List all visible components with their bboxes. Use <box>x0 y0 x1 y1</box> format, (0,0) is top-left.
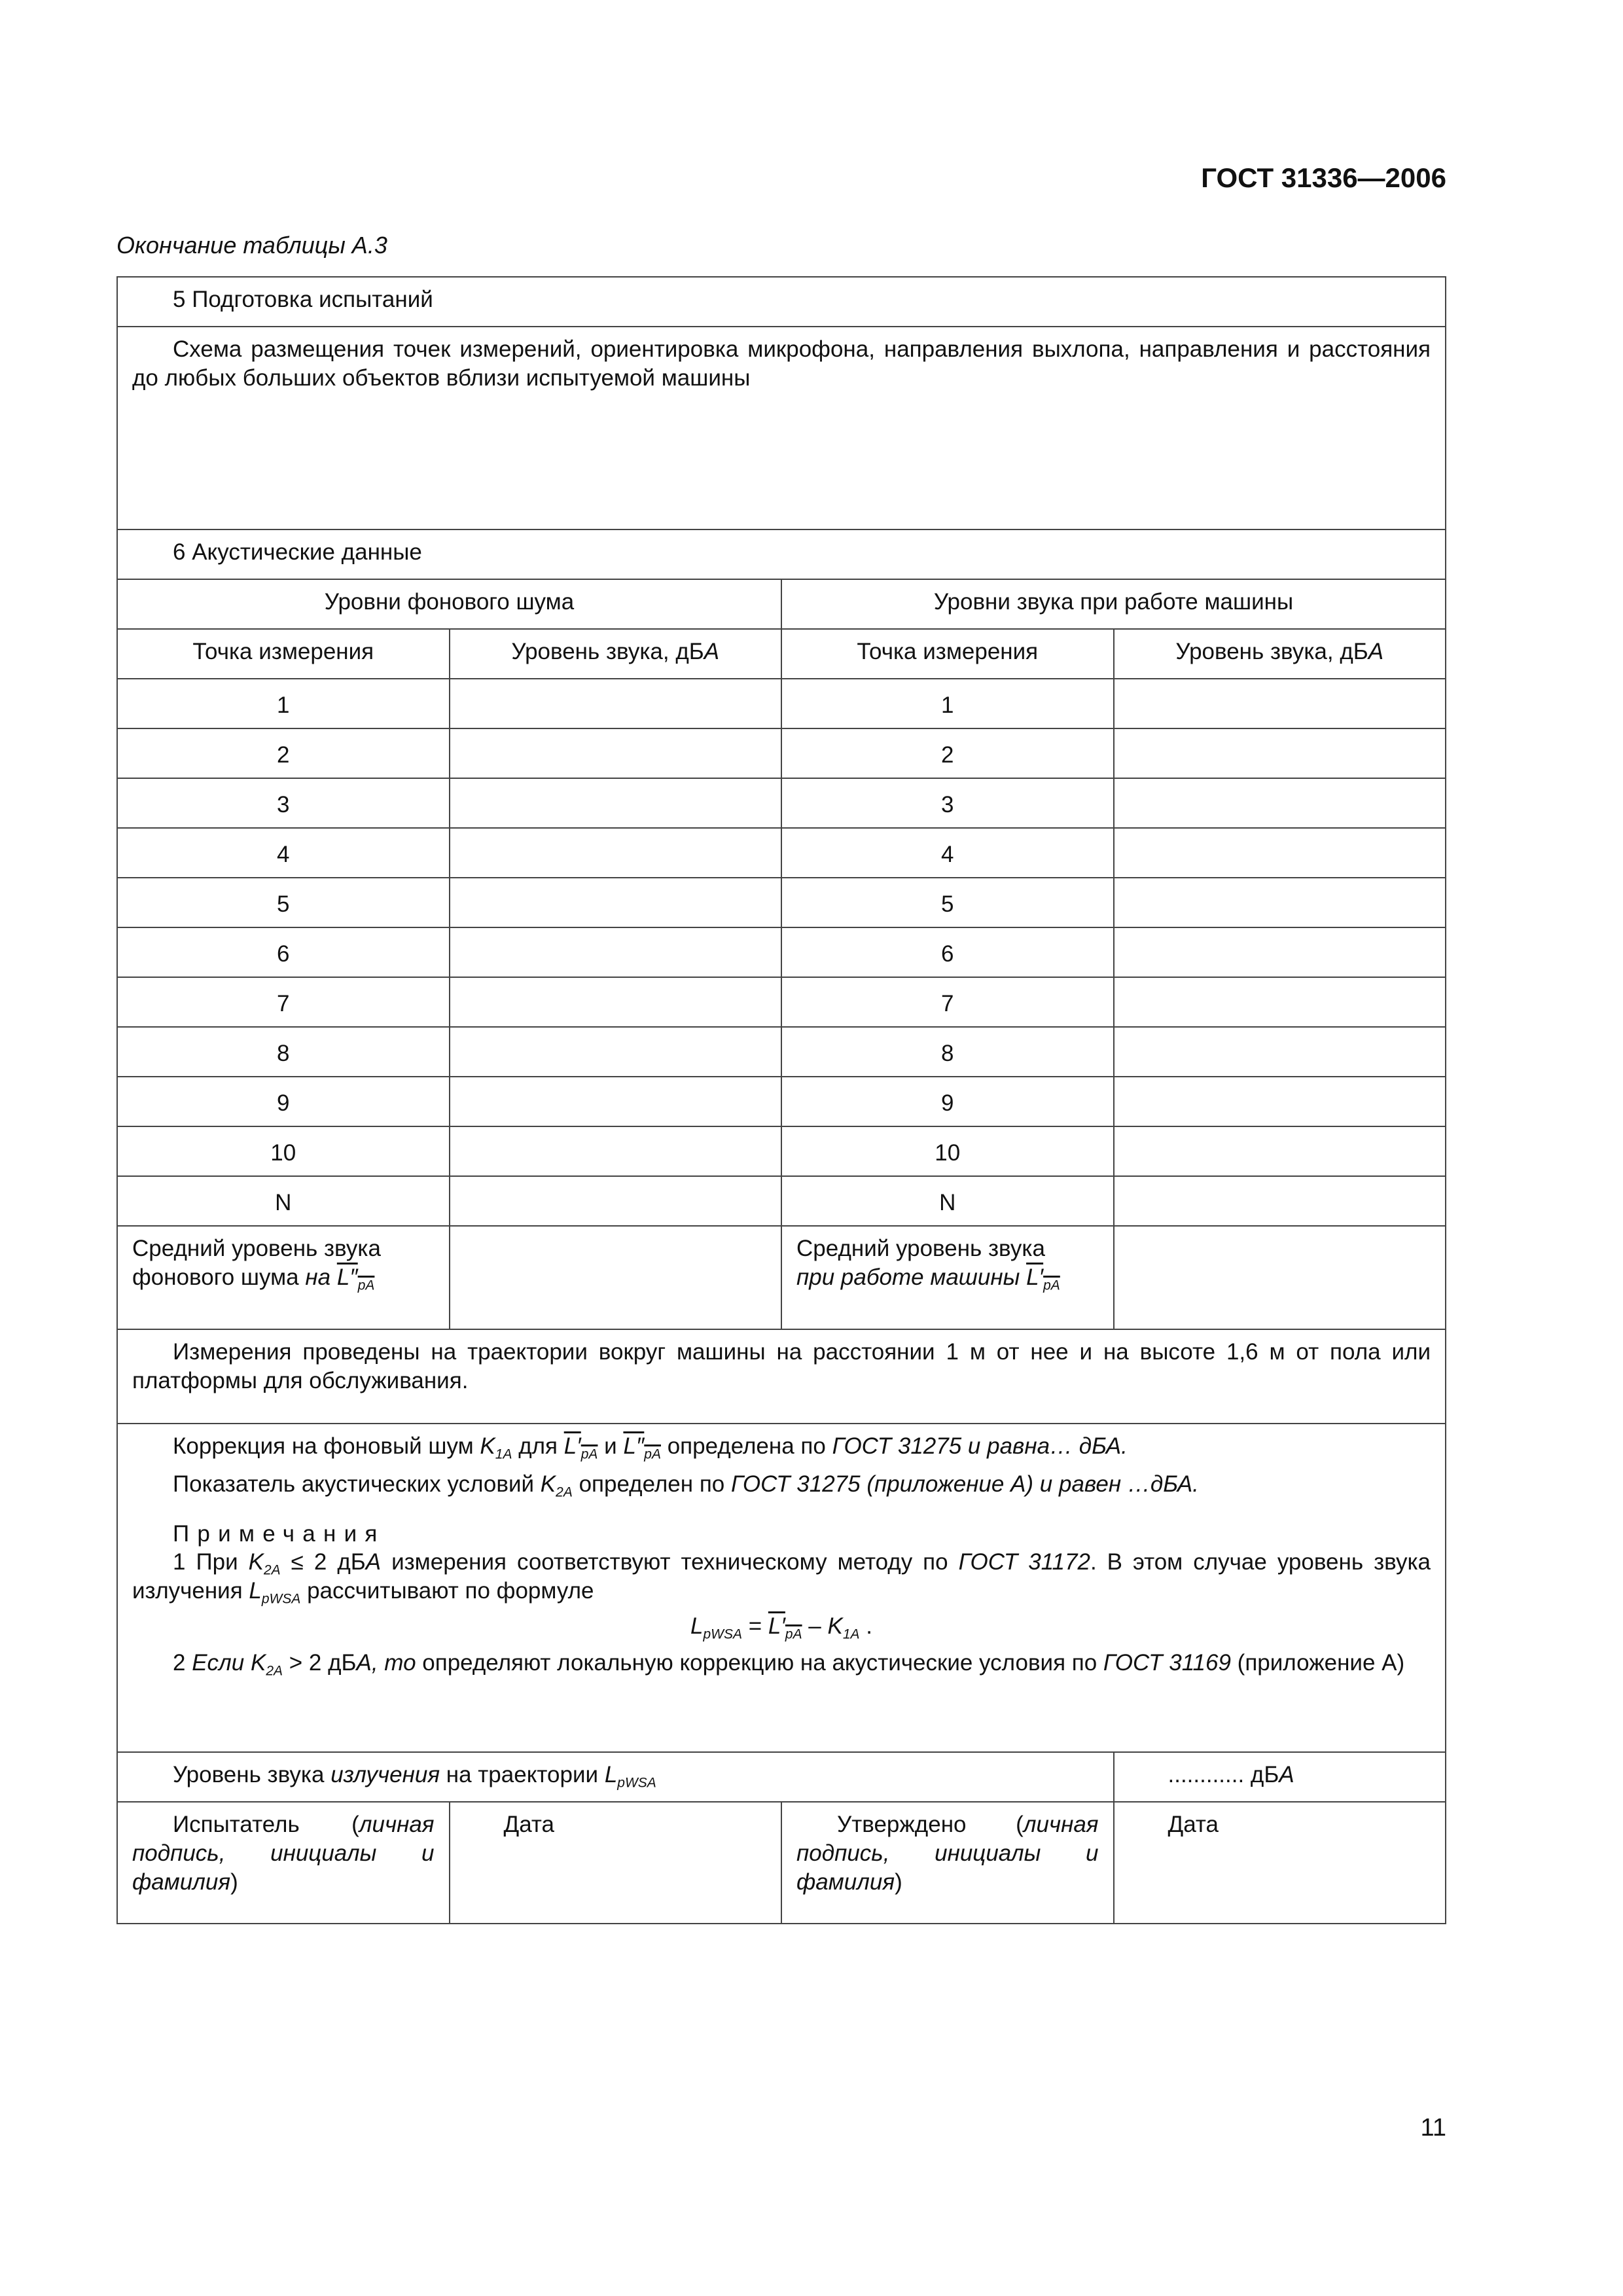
level-left-cell <box>450 679 782 728</box>
lpa-double-prime-symbol: $L''_{pA}$ <box>623 1433 661 1462</box>
point-left: 9 <box>117 1077 450 1126</box>
note-2 <box>132 1649 1431 1677</box>
avg-machine-value <box>1114 1226 1446 1329</box>
tester-3: ) <box>230 1869 238 1895</box>
point-left: 1 <box>117 679 450 728</box>
measurement-row <box>117 878 1446 927</box>
note-1 <box>132 1548 1431 1605</box>
n1-cond: ≤ 2 дБ <box>280 1549 366 1575</box>
approved-date: Дата <box>1114 1802 1446 1924</box>
machine-noise-header: Уровни звука при работе машины <box>781 579 1446 629</box>
corr-pre: Коррекция на фоновый шум <box>173 1433 480 1459</box>
measurement-rows <box>117 679 1446 1226</box>
level-left-cell <box>450 1077 782 1126</box>
point-right: 4 <box>781 828 1114 878</box>
level-left-cell <box>450 927 782 977</box>
measurement-row <box>117 977 1446 1027</box>
measurement-row <box>117 1176 1446 1226</box>
measurement-row <box>117 1077 1446 1126</box>
col-level-text: Уровень звука, дБ <box>511 639 704 664</box>
point-left: 6 <box>117 927 450 977</box>
avg-mach-text2: при работе машины <box>796 1264 1020 1290</box>
avg-bg-text1: Средний уровень звука <box>132 1236 381 1261</box>
k2a-symbol: $K_{2A}$ <box>248 1549 281 1578</box>
section6-title: 6 Акустические данные <box>117 529 1446 579</box>
point-right: N <box>781 1176 1114 1226</box>
tester-2: личная подпись, инициалы и фамилия <box>132 1812 435 1895</box>
point-left: N <box>117 1176 450 1226</box>
avg-machine-label <box>781 1226 1114 1329</box>
page-number: 11 <box>1420 2114 1446 2142</box>
point-right: 3 <box>781 778 1114 828</box>
avg-bg-na: на <box>305 1264 331 1290</box>
tester-signature <box>117 1802 450 1924</box>
n1-text: измерения соответствуют техническому методу по <box>381 1549 959 1575</box>
lpa-prime-symbol: $L'_{pA}$ <box>1026 1264 1060 1293</box>
avg-mach-text1: Средний уровень звука <box>796 1236 1045 1261</box>
measurement-row <box>117 778 1446 828</box>
lpwsa-symbol: $L_{pWSA}$ <box>249 1578 301 1607</box>
approved-1: Утверждено ( <box>837 1812 1024 1837</box>
measurement-row <box>117 828 1446 878</box>
n1-pre: 1 При <box>173 1549 249 1575</box>
point-left: 8 <box>117 1027 450 1077</box>
level-left-cell <box>450 1027 782 1077</box>
corrections-notes-cell <box>117 1424 1446 1752</box>
section5-body-row <box>117 327 1446 529</box>
point-right: 8 <box>781 1027 1114 1077</box>
level-right-cell <box>1114 878 1446 927</box>
level-left-cell <box>450 728 782 778</box>
measurement-row <box>117 927 1446 977</box>
point-right: 5 <box>781 878 1114 927</box>
col-level-right <box>1114 629 1446 679</box>
test-report-table <box>116 276 1446 1924</box>
index-ref: ГОСТ 31275 (приложение А) и равен …дБА. <box>730 1471 1199 1497</box>
level-right-cell <box>1114 1126 1446 1176</box>
level-left-cell <box>450 977 782 1027</box>
point-left: 10 <box>117 1126 450 1176</box>
em-l1: Уровень звука <box>173 1762 331 1787</box>
level-left-cell <box>450 1126 782 1176</box>
level-right-cell <box>1114 778 1446 828</box>
n2-text: определяют локальную коррекцию на акустические условия по <box>416 1649 1103 1676</box>
measurement-row <box>117 1126 1446 1176</box>
col-level-left <box>450 629 782 679</box>
em-value: ............ дБ <box>1168 1762 1279 1787</box>
point-right: 9 <box>781 1077 1114 1126</box>
avg-background-label <box>117 1226 450 1329</box>
em-l3: на траектории <box>440 1762 605 1787</box>
correction-line: Коррекция на фоновый шум $K_{1A}$ для $L'_{pA}$ и $L''_{pA}$ определена по ГОСТ 31275 и равна… дБА. <box>173 1433 1128 1462</box>
level-left-cell <box>450 828 782 878</box>
section5-text: Схема размещения точек измерений, ориентировка микрофона, направления выхлопа, направления и расстояния до любых больших объектов вблизи испытуемой машины <box>117 327 1446 529</box>
n2-text2: (приложение А) <box>1230 1649 1405 1676</box>
group-header-row <box>117 579 1446 629</box>
notes-title: Примечания <box>173 1520 385 1547</box>
n1-ref: ГОСТ 31172 <box>958 1549 1090 1575</box>
point-right: 6 <box>781 927 1114 977</box>
k1a-symbol: $K_{1A}$ <box>480 1433 512 1462</box>
point-right: 2 <box>781 728 1114 778</box>
formula: $L_{pWSA} = L'_{pA} - K_{1A}$ . <box>690 1613 872 1642</box>
measurement-row <box>117 679 1446 728</box>
n2-cond: > 2 дБ <box>283 1649 357 1676</box>
point-left: 4 <box>117 828 450 878</box>
k2a-symbol: $K_{2A}$ <box>540 1471 573 1500</box>
level-right-cell <box>1114 927 1446 977</box>
level-right-cell <box>1114 1176 1446 1226</box>
point-right: 7 <box>781 977 1114 1027</box>
point-right: 10 <box>781 1126 1114 1176</box>
n2-pre: 2 <box>173 1649 192 1676</box>
col-point-right: Точка измерения <box>781 629 1114 679</box>
point-left: 7 <box>117 977 450 1027</box>
section5-header-row <box>117 277 1446 327</box>
k2a-symbol: $K_{2A}$ <box>251 1649 283 1678</box>
measurement-row <box>117 728 1446 778</box>
level-right-cell <box>1114 977 1446 1027</box>
index-mid: определен по <box>572 1471 731 1497</box>
lpa-double-prime-symbol: $L''_{pA}$ <box>336 1264 375 1293</box>
average-row <box>117 1226 1446 1329</box>
point-right: 1 <box>781 679 1114 728</box>
level-left-cell <box>450 1176 782 1226</box>
emission-value <box>1114 1752 1446 1802</box>
level-left-cell <box>450 778 782 828</box>
tester-1: Испытатель ( <box>173 1812 359 1837</box>
n1-a: А <box>365 1549 382 1575</box>
measurement-conditions-row <box>117 1329 1446 1424</box>
em-l2: излучения <box>330 1762 440 1787</box>
point-left: 5 <box>117 878 450 927</box>
level-right-cell <box>1114 1027 1446 1077</box>
emission-row <box>117 1752 1446 1802</box>
measurement-conditions-text: Измерения проведены на траектории вокруг машины на расстоянии 1 м от нее и на высоте 1,6 м от пола или платформы для обслуживания. <box>117 1329 1446 1424</box>
index-pre: Показатель акустических условий <box>173 1471 541 1497</box>
level-right-cell <box>1114 1077 1446 1126</box>
col-level-text: Уровень звука, дБ <box>1175 639 1368 664</box>
signature-row <box>117 1802 1446 1924</box>
lpwsa-symbol: $L_{pWSA}$ <box>604 1762 656 1791</box>
n2-then: А, то <box>356 1649 416 1676</box>
corrections-notes-row <box>117 1424 1446 1752</box>
background-noise-header: Уровни фонового шума <box>117 579 781 629</box>
level-right-cell <box>1114 828 1446 878</box>
document-code: ГОСТ 31336—2006 <box>1201 162 1446 193</box>
index-line <box>132 1470 1431 1499</box>
measurement-row <box>117 1027 1446 1077</box>
point-left: 3 <box>117 778 450 828</box>
corr-ref: ГОСТ 31275 и равна… дБА. <box>832 1433 1128 1459</box>
approved-3: ) <box>895 1869 902 1895</box>
avg-background-value <box>450 1226 782 1329</box>
col-level-unit: А <box>704 639 720 664</box>
section5-title: 5 Подготовка испытаний <box>117 277 1446 327</box>
col-level-unit: А <box>1368 639 1384 664</box>
section6-header-row <box>117 529 1446 579</box>
approved-signature <box>781 1802 1114 1924</box>
point-left: 2 <box>117 728 450 778</box>
lpa-prime-symbol: $L'_{pA}$ <box>563 1433 598 1462</box>
tester-date: Дата <box>450 1802 782 1924</box>
table-caption: Окончание таблицы А.3 <box>116 232 387 259</box>
em-unit: А <box>1279 1762 1294 1787</box>
column-header-row <box>117 629 1446 679</box>
n2-ref: ГОСТ 31169 <box>1103 1649 1231 1676</box>
n1-text3: рассчитывают по формуле <box>300 1578 594 1604</box>
corr-mid: определена по <box>660 1433 832 1459</box>
level-right-cell <box>1114 679 1446 728</box>
avg-bg-text2: фонового шума <box>132 1264 306 1290</box>
n1-text2: . В этом случае уровень звука излучения <box>132 1549 1431 1604</box>
level-right-cell <box>1114 728 1446 778</box>
approved-2: личная подпись, инициалы и фамилия <box>796 1812 1099 1895</box>
emission-label <box>117 1752 1114 1802</box>
col-point-left: Точка измерения <box>117 629 450 679</box>
level-left-cell <box>450 878 782 927</box>
n2-if: Если <box>192 1649 245 1676</box>
